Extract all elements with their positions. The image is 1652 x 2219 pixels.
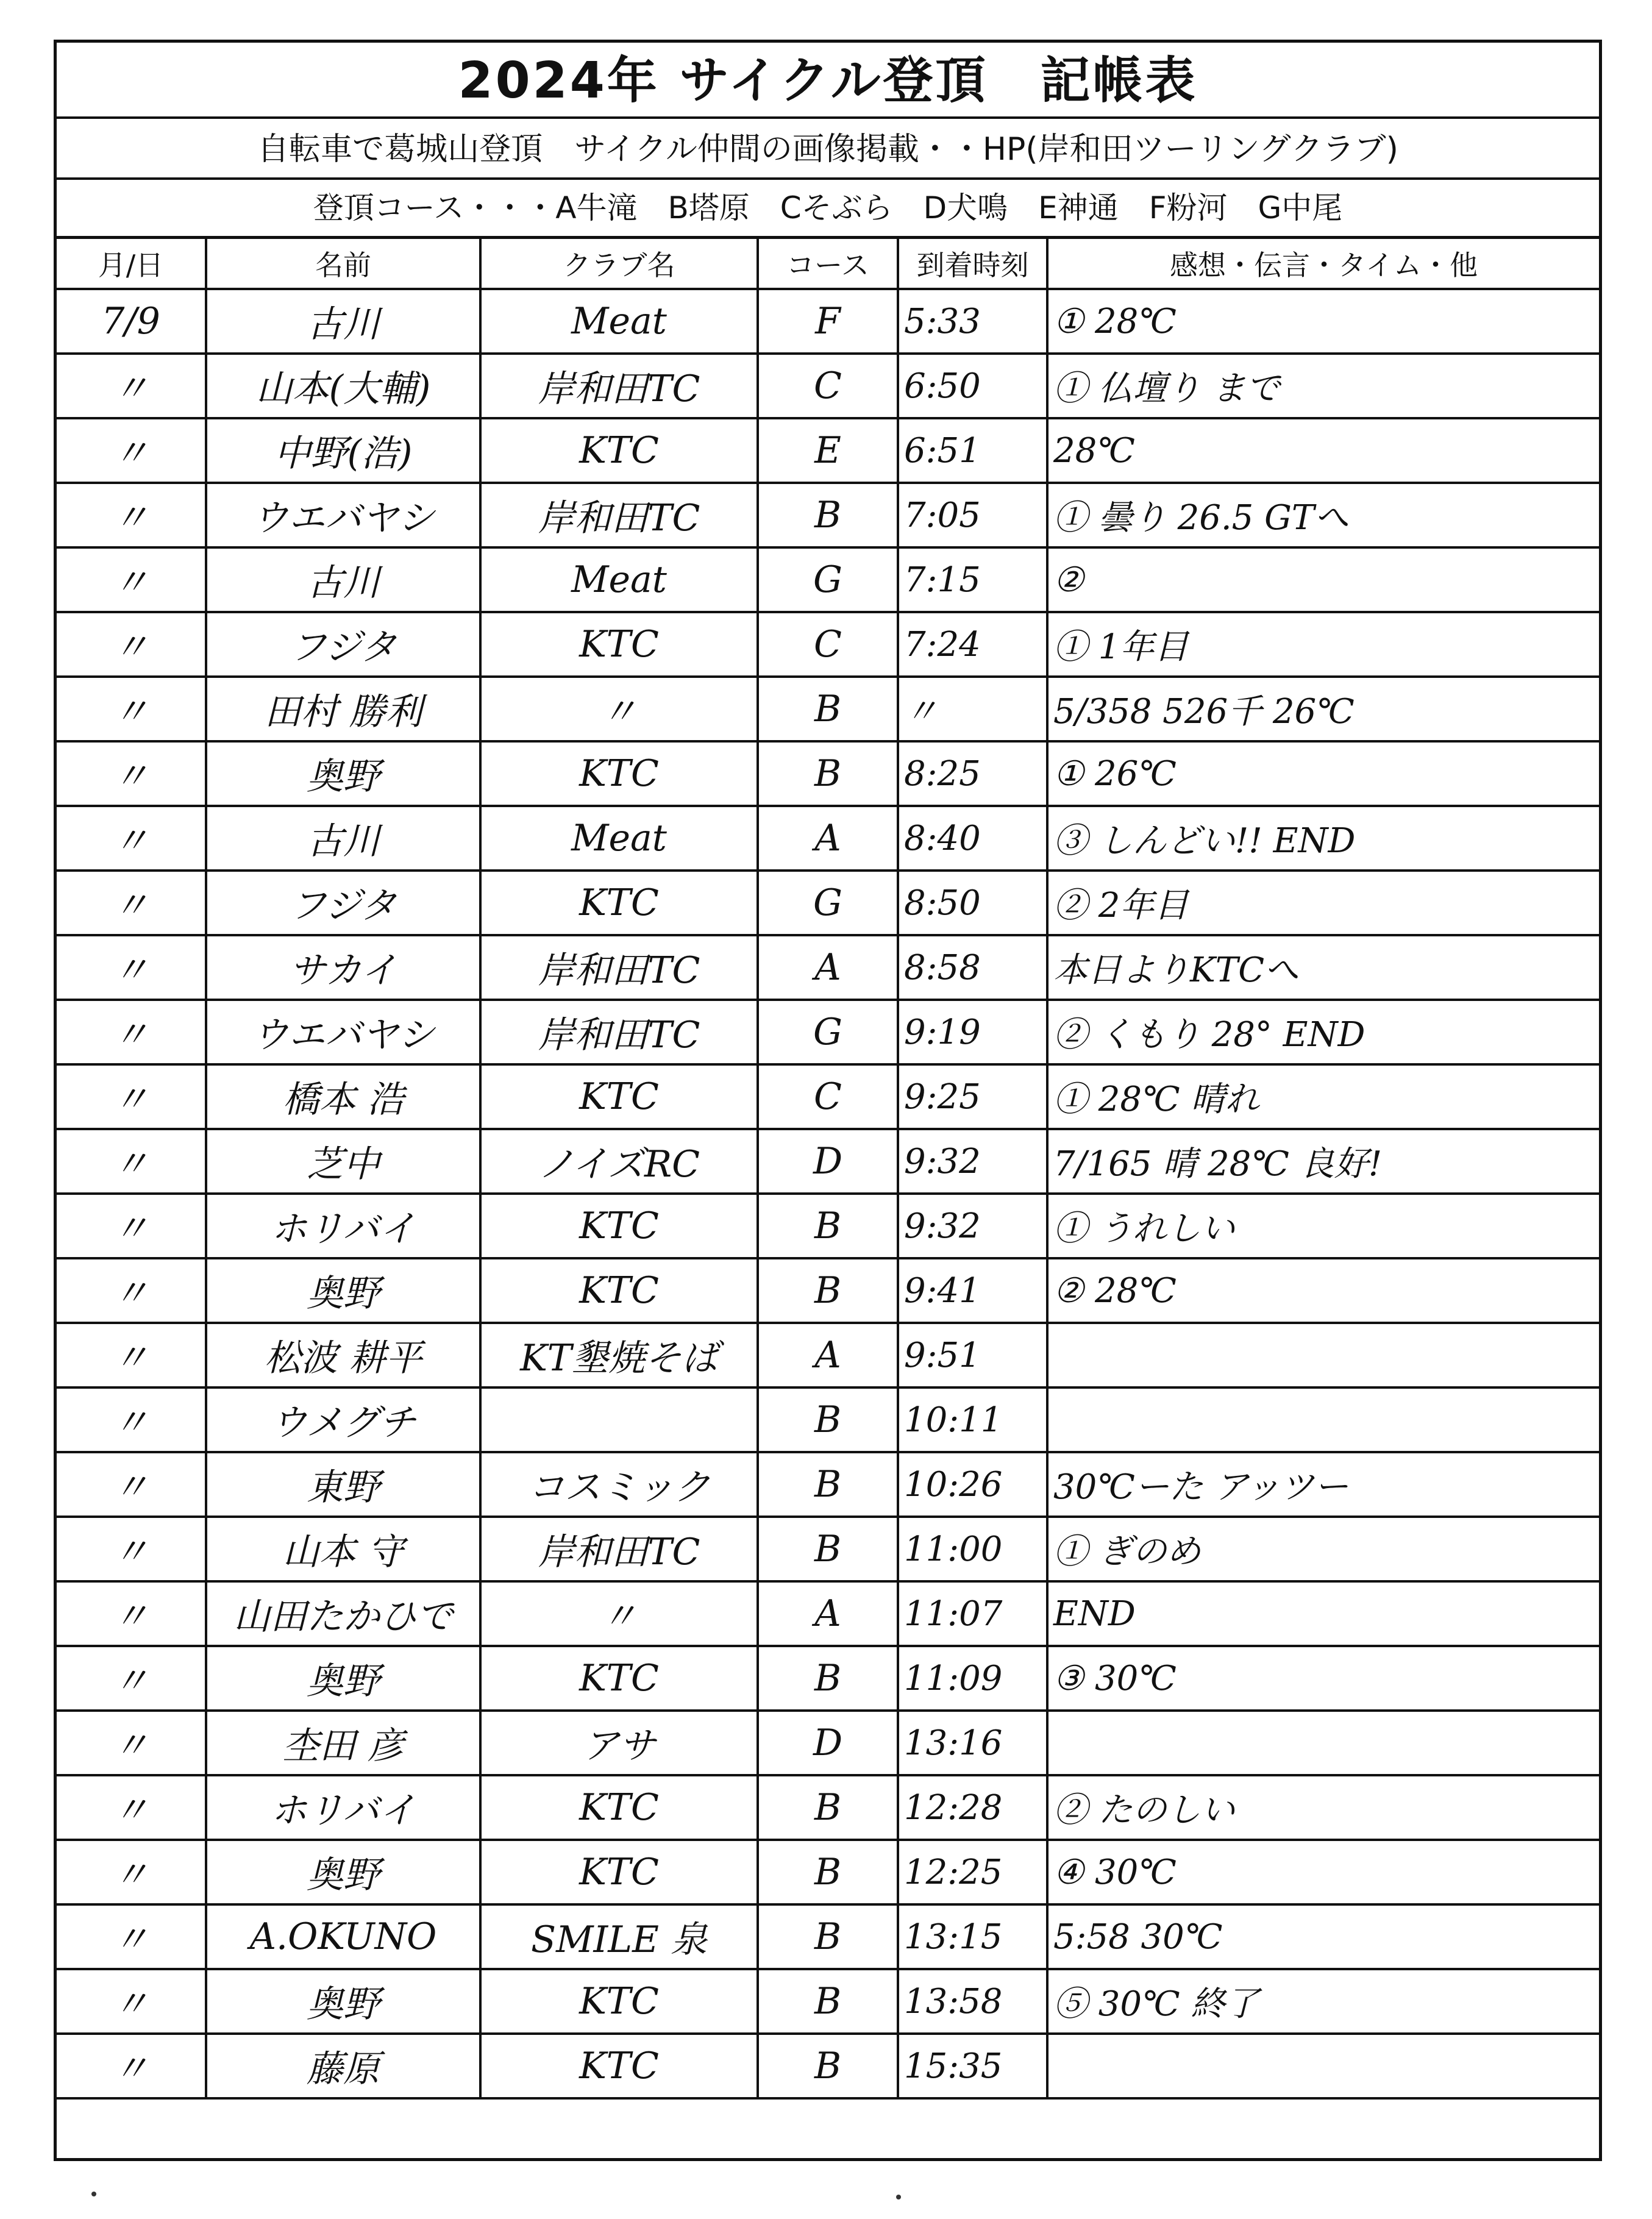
cell-club: KTC — [480, 612, 758, 677]
cell-date: 〃 — [57, 1904, 206, 1969]
cell-date: 〃 — [57, 935, 206, 1000]
cell-date: 〃 — [57, 1969, 206, 2034]
cell-time: 9:32 — [898, 1194, 1047, 1258]
table-row — [57, 1129, 1599, 1194]
cell-club: KTC — [480, 1258, 758, 1323]
cell-club — [480, 1387, 758, 1452]
cell-date: 〃 — [57, 483, 206, 547]
cell-time: 7:05 — [898, 483, 1047, 547]
cell-time: 15:35 — [898, 2034, 1047, 2098]
cell-name: 奥野 — [206, 1258, 480, 1323]
logbook-sheet — [54, 40, 1602, 2161]
cell-course: A — [758, 1581, 898, 1646]
cell-date: 7/9 — [57, 289, 206, 354]
cell-course: A — [758, 1323, 898, 1387]
cell-date: 〃 — [57, 1387, 206, 1452]
cell-date: 〃 — [57, 1452, 206, 1517]
cell-comment: 28℃ — [1047, 418, 1599, 483]
cell-club: ノイズRC — [480, 1129, 758, 1194]
cell-time: 8:50 — [898, 871, 1047, 935]
cell-club: 岸和田TC — [480, 1000, 758, 1064]
table-row — [57, 1064, 1599, 1129]
cell-comment: ② たのしい — [1047, 1775, 1599, 1840]
cell-course: C — [758, 1064, 898, 1129]
cell-name: 藤原 — [206, 2034, 480, 2098]
cell-date: 〃 — [57, 612, 206, 677]
cell-course: F — [758, 289, 898, 354]
cell-comment: ① うれしい — [1047, 1194, 1599, 1258]
cell-date: 〃 — [57, 871, 206, 935]
cell-time: 10:11 — [898, 1387, 1047, 1452]
cell-name: 奥野 — [206, 741, 480, 806]
cell-name: 奥野 — [206, 1646, 480, 1711]
cell-name: 松波 耕平 — [206, 1323, 480, 1387]
cell-course: B — [758, 1194, 898, 1258]
cell-course: B — [758, 1904, 898, 1969]
cell-comment — [1047, 1711, 1599, 1775]
cell-course: C — [758, 612, 898, 677]
cell-time: 6:50 — [898, 354, 1047, 418]
cell-club: コスミック — [480, 1452, 758, 1517]
cell-club: Meat — [480, 547, 758, 612]
cell-time: 11:00 — [898, 1517, 1047, 1581]
table-row — [57, 1840, 1599, 1904]
cell-club: 岸和田TC — [480, 354, 758, 418]
cell-name: サカイ — [206, 935, 480, 1000]
table-row — [57, 806, 1599, 871]
table-row — [57, 1711, 1599, 1775]
cell-course: B — [758, 1517, 898, 1581]
cell-comment: 5:58 30℃ — [1047, 1904, 1599, 1969]
cell-course: B — [758, 1840, 898, 1904]
cell-course: D — [758, 1129, 898, 1194]
cell-name: 山本 守 — [206, 1517, 480, 1581]
table-row — [57, 547, 1599, 612]
cell-club: KTC — [480, 1194, 758, 1258]
cell-club: KTC — [480, 741, 758, 806]
cell-name: 中野(浩) — [206, 418, 480, 483]
cell-date: 〃 — [57, 1064, 206, 1129]
cell-date: 〃 — [57, 806, 206, 871]
cell-time: 11:07 — [898, 1581, 1047, 1646]
cell-comment: ① 曇り 26.5 GTへ — [1047, 483, 1599, 547]
cell-name: 古川 — [206, 547, 480, 612]
cell-date: 〃 — [57, 1000, 206, 1064]
cell-date: 〃 — [57, 547, 206, 612]
cell-date: 〃 — [57, 2034, 206, 2098]
cell-name: A.OKUNO — [206, 1904, 480, 1969]
cell-comment: ② 28℃ — [1047, 1258, 1599, 1323]
cell-time: 10:26 — [898, 1452, 1047, 1517]
page-title: 2024年 サイクル登頂 記帳表 — [57, 43, 1599, 119]
cell-name: 杢田 彦 — [206, 1711, 480, 1775]
header-course: コース — [758, 238, 898, 290]
cell-date: 〃 — [57, 677, 206, 741]
subtitle: 自転車で葛城山登頂 サイクル仲間の画像掲載・・HP(岸和田ツーリングクラブ) — [57, 119, 1599, 180]
table-row — [57, 1517, 1599, 1581]
header-name: 名前 — [206, 238, 480, 290]
cell-comment: ② 2年目 — [1047, 871, 1599, 935]
cell-course: B — [758, 483, 898, 547]
cell-date: 〃 — [57, 741, 206, 806]
cell-course: D — [758, 1711, 898, 1775]
cell-date: 〃 — [57, 1258, 206, 1323]
cell-name: フジタ — [206, 612, 480, 677]
log-table — [57, 236, 1599, 2100]
cell-comment: 7/165 晴 28℃ 良好! — [1047, 1129, 1599, 1194]
cell-comment: 5/358 526千 26℃ — [1047, 677, 1599, 741]
cell-course: C — [758, 354, 898, 418]
cell-course: B — [758, 1387, 898, 1452]
cell-time: 7:24 — [898, 612, 1047, 677]
cell-date: 〃 — [57, 1840, 206, 1904]
cell-club: KTC — [480, 1840, 758, 1904]
cell-club: 〃 — [480, 1581, 758, 1646]
cell-comment: ④ 30℃ — [1047, 1840, 1599, 1904]
header-club: クラブ名 — [480, 238, 758, 290]
table-row — [57, 1194, 1599, 1258]
cell-time: 12:25 — [898, 1840, 1047, 1904]
cell-club: 岸和田TC — [480, 483, 758, 547]
cell-comment: ② — [1047, 547, 1599, 612]
cell-course: B — [758, 1969, 898, 2034]
table-row — [57, 1258, 1599, 1323]
table-row — [57, 1323, 1599, 1387]
cell-club: 〃 — [480, 677, 758, 741]
table-row — [57, 1452, 1599, 1517]
cell-name: 田村 勝利 — [206, 677, 480, 741]
table-row — [57, 1000, 1599, 1064]
cell-name: ホリバイ — [206, 1194, 480, 1258]
table-row — [57, 1646, 1599, 1711]
cell-comment: ① 26℃ — [1047, 741, 1599, 806]
cell-date: 〃 — [57, 1711, 206, 1775]
cell-comment: ① 28℃ 晴れ — [1047, 1064, 1599, 1129]
scan-speck — [896, 2195, 901, 2199]
cell-name: ホリバイ — [206, 1775, 480, 1840]
table-row — [57, 1581, 1599, 1646]
cell-course: B — [758, 1258, 898, 1323]
cell-date: 〃 — [57, 1646, 206, 1711]
cell-club: SMILE 泉 — [480, 1904, 758, 1969]
cell-time: 8:25 — [898, 741, 1047, 806]
table-row — [57, 612, 1599, 677]
cell-name: 橋本 浩 — [206, 1064, 480, 1129]
cell-club: KTC — [480, 1064, 758, 1129]
cell-date: 〃 — [57, 354, 206, 418]
table-row — [57, 1387, 1599, 1452]
cell-time: 9:25 — [898, 1064, 1047, 1129]
cell-time: 12:28 — [898, 1775, 1047, 1840]
cell-comment — [1047, 1323, 1599, 1387]
cell-club: アサ — [480, 1711, 758, 1775]
cell-date: 〃 — [57, 1323, 206, 1387]
cell-comment: 本日よりKTCへ — [1047, 935, 1599, 1000]
cell-club: KT墾焼そば — [480, 1323, 758, 1387]
header-comment: 感想・伝言・タイム・他 — [1047, 238, 1599, 290]
cell-time: 7:15 — [898, 547, 1047, 612]
table-row — [57, 289, 1599, 354]
cell-time: 9:32 — [898, 1129, 1047, 1194]
table-row — [57, 1969, 1599, 2034]
cell-time: 13:15 — [898, 1904, 1047, 1969]
header-date: 月/日 — [57, 238, 206, 290]
cell-name: フジタ — [206, 871, 480, 935]
cell-comment: ① 仏壇り まで — [1047, 354, 1599, 418]
table-row — [57, 741, 1599, 806]
cell-date: 〃 — [57, 1129, 206, 1194]
cell-name: 古川 — [206, 289, 480, 354]
cell-time: 13:58 — [898, 1969, 1047, 2034]
cell-comment: 30℃ーた アッツー — [1047, 1452, 1599, 1517]
cell-club: 岸和田TC — [480, 935, 758, 1000]
scan-speck — [91, 2192, 96, 2196]
cell-course: G — [758, 1000, 898, 1064]
cell-time: 6:51 — [898, 418, 1047, 483]
table-row — [57, 677, 1599, 741]
table-row — [57, 935, 1599, 1000]
cell-club: KTC — [480, 1969, 758, 2034]
course-legend: 登頂コース・・・A牛滝 B塔原 Cそぶら D犬鳴 E神通 F粉河 G中尾 — [313, 190, 1343, 226]
cell-comment: ① 28℃ — [1047, 289, 1599, 354]
cell-name: 古川 — [206, 806, 480, 871]
cell-name: ウメグチ — [206, 1387, 480, 1452]
cell-course: B — [758, 741, 898, 806]
cell-course: B — [758, 1646, 898, 1711]
cell-club: Meat — [480, 806, 758, 871]
table-row — [57, 1904, 1599, 1969]
cell-club: KTC — [480, 871, 758, 935]
cell-comment — [1047, 2034, 1599, 2098]
cell-time: 〃 — [898, 677, 1047, 741]
cell-time: 9:51 — [898, 1323, 1047, 1387]
cell-comment: END — [1047, 1581, 1599, 1646]
cell-date: 〃 — [57, 1517, 206, 1581]
cell-club: KTC — [480, 2034, 758, 2098]
cell-course: G — [758, 871, 898, 935]
table-header-row — [57, 238, 1599, 290]
cell-club: KTC — [480, 1646, 758, 1711]
cell-comment: ⑤ 30℃ 終了 — [1047, 1969, 1599, 2034]
cell-comment: ② くもり 28° END — [1047, 1000, 1599, 1064]
cell-name: 山本(大輔) — [206, 354, 480, 418]
cell-course: E — [758, 418, 898, 483]
cell-date: 〃 — [57, 1194, 206, 1258]
cell-time: 11:09 — [898, 1646, 1047, 1711]
table-row — [57, 1775, 1599, 1840]
table-row — [57, 871, 1599, 935]
table-row — [57, 483, 1599, 547]
cell-course: B — [758, 677, 898, 741]
cell-time: 8:40 — [898, 806, 1047, 871]
cell-club: KTC — [480, 1775, 758, 1840]
cell-course: G — [758, 547, 898, 612]
cell-comment — [1047, 1387, 1599, 1452]
table-row — [57, 354, 1599, 418]
cell-course: B — [758, 1452, 898, 1517]
cell-club: KTC — [480, 418, 758, 483]
cell-comment: ① 1年目 — [1047, 612, 1599, 677]
cell-time: 8:58 — [898, 935, 1047, 1000]
cell-club: Meat — [480, 289, 758, 354]
cell-comment: ③ しんどい!! END — [1047, 806, 1599, 871]
cell-course: A — [758, 806, 898, 871]
cell-name: ウエバヤシ — [206, 1000, 480, 1064]
cell-name: 奥野 — [206, 1969, 480, 2034]
cell-name: 芝中 — [206, 1129, 480, 1194]
table-row — [57, 418, 1599, 483]
cell-time: 5:33 — [898, 289, 1047, 354]
cell-date: 〃 — [57, 418, 206, 483]
cell-name: 東野 — [206, 1452, 480, 1517]
cell-date: 〃 — [57, 1581, 206, 1646]
cell-time: 13:16 — [898, 1711, 1047, 1775]
cell-name: 山田たかひで — [206, 1581, 480, 1646]
cell-time: 9:19 — [898, 1000, 1047, 1064]
cell-time: 9:41 — [898, 1258, 1047, 1323]
header-time: 到着時刻 — [898, 238, 1047, 290]
cell-course: B — [758, 1775, 898, 1840]
cell-club: 岸和田TC — [480, 1517, 758, 1581]
cell-comment: ① ぎのめ — [1047, 1517, 1599, 1581]
cell-course: A — [758, 935, 898, 1000]
cell-name: 奥野 — [206, 1840, 480, 1904]
cell-comment: ③ 30℃ — [1047, 1646, 1599, 1711]
cell-name: ウエバヤシ — [206, 483, 480, 547]
table-row — [57, 2034, 1599, 2098]
cell-course: B — [758, 2034, 898, 2098]
cell-date: 〃 — [57, 1775, 206, 1840]
